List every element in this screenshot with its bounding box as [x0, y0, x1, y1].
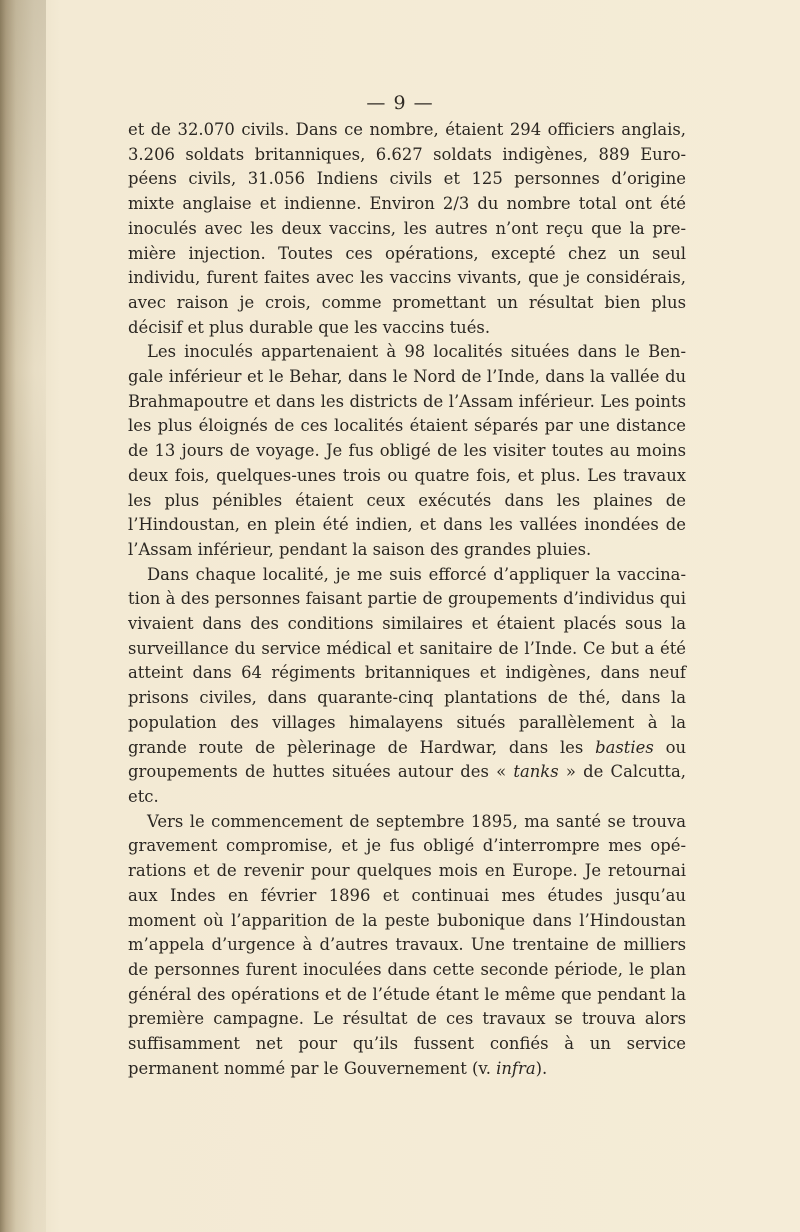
paragraph-text: Vers le commencement de septembre 1895, ma santé se trouva gravement compromise, et je fus obligé d’interrompre mes opérations et de revenir pour quelques mois en Europe. Je retournai aux Indes en février 1896 et continuai mes études jusqu’au moment où l’apparition de la peste bubonique dans l’Hindoustan m’appela d’urgence à d’autres travaux. Une trentaine de milliers de personnes furent inoculées dans cette seconde période, le plan général des opérations et de l’étude étant le même que pendant la première campagne. Le résultat de ces travaux se trouva alors suffisamment net pour qu’ils fussent confiés à un service permanent nommé par le Gouvernement (v. — [128, 811, 686, 1078]
paragraph-vaccine-statistics — [128, 118, 686, 340]
paragraph-text: Les inoculés appartenaient à 98 localités situées dans le Bengale inférieur et le Behar, dans le Nord de l’Inde, dans la vallée du Brahmapoutre et dans les districts de l’Assam inférieur. Les points les plus éloignés de ces localités étaient séparés par une distance de 13 jours de voyage. Je fus obligé de les visiter toutes au moins deux fois, quelques-unes trois ou quatre fois, et plus. Les travaux les plus pénibles étaient ceux exécutés dans les plaines de l’Hindoustan, en plein été indien, et dans les vallées inondées de l’Assam inférieur, pendant la saison des grandes pluies. — [128, 342, 686, 559]
paragraph-text: » de Calcutta, etc. — [128, 762, 686, 806]
page-number: — 9 — — [366, 92, 434, 114]
paragraph-text: ). — [535, 1058, 548, 1078]
paragraph-localities — [128, 340, 686, 562]
paragraph-text: ou groupements de huttes situées autour des « — [128, 737, 686, 782]
paragraph-groupings — [128, 563, 686, 810]
italic-term-infra: infra — [496, 1058, 536, 1078]
body-text — [128, 118, 686, 1081]
paragraph-text: et de 32.070 civils. Dans ce nombre, étaient 294 officiers anglais, 3.206 soldats britanniques, 6.627 soldats indigènes, 889 Européens civils, 31.056 Indiens civils et 125 personnes d’origine mixte anglaise et indienne. Environ 2/3 du nombre total ont été inoculés avec les deux vaccins, les autres n’ont reçu que la première injection. Toutes ces opérations, excepté chez un seul individu, furent faites avec les vaccins vivants, que je considérais, avec raison je crois, comme promettant un résultat bien plus décisif et plus durable que les vaccins tués. — [128, 120, 686, 337]
italic-term-basties: basties — [595, 737, 654, 757]
paragraph-second-period — [128, 810, 686, 1082]
italic-term-tanks: tanks — [513, 762, 559, 782]
paragraph-text: Dans chaque localité, je me suis efforcé d’appliquer la vaccination à des personnes faisant partie de groupements d’individus qui vivaient dans des conditions similaires et étaient placés sous la surveillance du service médical et sanitaire de l’Inde. Ce but a été atteint dans 64 régiments britanniques et indigènes, dans neuf prisons civiles, dans quarante-cinq plantations de thé, dans la population des villages himalayens situés parallèlement à la grande route de pèlerinage de Hardwar, dans les — [128, 564, 686, 757]
